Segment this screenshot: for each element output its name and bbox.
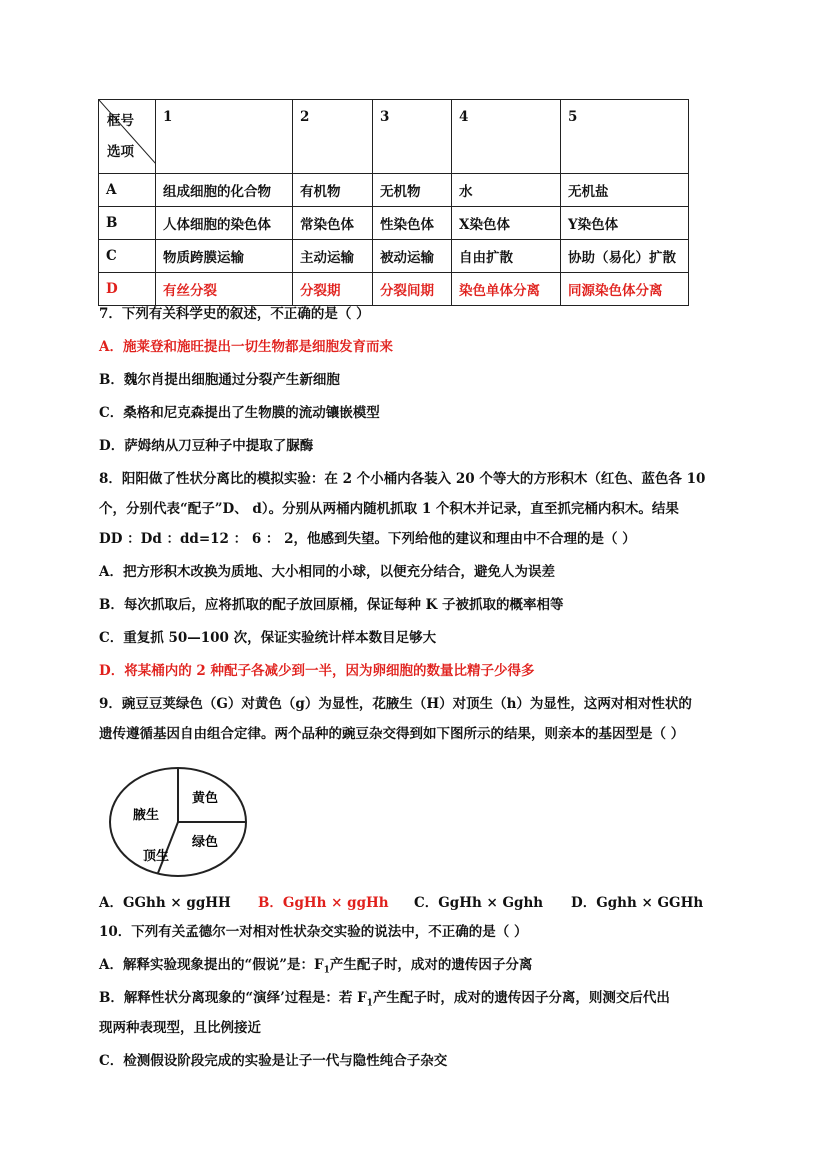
table-cell: 常染色体	[293, 207, 373, 240]
q8-stem-line3: DD ：Dd ：dd=12 ： 6 ： 2，他感到失望。下列给他的建议和理由中不合理的是（ ）	[99, 531, 636, 547]
pie-label-axil: 腋生	[133, 808, 160, 823]
q10-b-text-rest: 产生配子时，成对的遗传因子分离，则测交后代出	[372, 990, 670, 1006]
q8-option-c: C．重复抓 50—100 次，保证实验统计样本数目足够大	[99, 630, 437, 646]
table-cell: 物质跨膜运输	[156, 240, 293, 273]
table-header-row	[99, 100, 689, 174]
header-cell: 1	[156, 100, 293, 174]
q8-stem-line2: 个，分别代表“配子”D、 d）。分别从两桶内随机抓取 1 个积木并记录，直至抓完桶内积木。结果	[99, 501, 679, 517]
q9-option-c: C．GgHh × Gghh	[414, 895, 544, 911]
q10-b-subscript: 1	[366, 998, 373, 1009]
q8-option-a: A．把方形积木改换为质地、大小相同的小球，以便充分结合，避免人为误差	[99, 564, 555, 580]
table-cell: 主动运输	[293, 240, 373, 273]
q8-stem-line1: 8．阳阳做了性状分离比的模拟实验：在 2 个小桶内各装入 20 个等大的方形积木（红色、蓝色各 10	[99, 471, 706, 487]
table-cell: 有丝分裂	[156, 273, 293, 306]
q7-option-b: B．魏尔肖提出细胞通过分裂产生新细胞	[99, 372, 340, 388]
table-cell: X染色体	[452, 207, 561, 240]
pie-label-terminal: 顶生	[143, 849, 170, 864]
row-key: A	[99, 174, 156, 207]
table-corner-cell	[99, 100, 156, 174]
header-cell: 2	[293, 100, 373, 174]
header-cell: 4	[452, 100, 561, 174]
table-row	[99, 207, 689, 240]
table-cell: 水	[452, 174, 561, 207]
q10-option-a	[99, 956, 532, 980]
row-key: C	[99, 240, 156, 273]
table-cell: 无机物	[373, 174, 452, 207]
corner-label-bottom: 选项	[107, 144, 134, 160]
table-cell: 协助（易化）扩散	[561, 240, 689, 273]
q7-stem: 7．下列有关科学史的叙述，不正确的是（ ）	[99, 306, 370, 322]
q10-a-text: A．解释实验现象提出的“假说”是：F	[99, 957, 324, 973]
pie-diagram	[106, 764, 250, 880]
table-row-answer	[99, 273, 689, 306]
table-cell: 分裂期	[293, 273, 373, 306]
q9-stem-line2: 遗传遵循基因自由组合定律。两个品种的豌豆杂交得到如下图所示的结果，则亲本的基因型是（ ）	[99, 726, 685, 742]
q9-option-d: D．Gghh × GGHh	[571, 895, 704, 911]
table-cell: 无机盐	[561, 174, 689, 207]
q10-option-c: C．检测假设阶段完成的实验是让子一代与隐性纯合子杂交	[99, 1053, 448, 1069]
table-row	[99, 240, 689, 273]
table-cell: 性染色体	[373, 207, 452, 240]
q10-stem: 10．下列有关孟德尔一对相对性状杂交实验的说法中，不正确的是（ ）	[99, 924, 528, 940]
header-cell: 5	[561, 100, 689, 174]
table-row	[99, 174, 689, 207]
row-key: D	[99, 273, 156, 306]
pie-divider-lower	[158, 822, 178, 873]
table-cell: 染色单体分离	[452, 273, 561, 306]
pie-label-green: 绿色	[192, 835, 219, 850]
header-cell: 3	[373, 100, 452, 174]
table-cell: 被动运输	[373, 240, 452, 273]
q10-a-subscript: 1	[323, 965, 330, 976]
q10-a-text-rest: 产生配子时，成对的遗传因子分离	[329, 957, 533, 973]
q10-option-b-line2: 现两种表现型，且比例接近	[99, 1020, 261, 1036]
q10-option-b	[99, 989, 670, 1013]
q9-stem-line1: 9．豌豆豆荚绿色（G）对黄色（g）为显性，花腋生（H）对顶生（h）为显性，这两对相对性状的	[99, 696, 692, 712]
table-cell: 有机物	[293, 174, 373, 207]
table-cell: 分裂间期	[373, 273, 452, 306]
q7-option-c: C．桑格和尼克森提出了生物膜的流动镶嵌模型	[99, 405, 380, 421]
table-cell: 组成细胞的化合物	[156, 174, 293, 207]
q8-option-d: D．将某桶内的 2 种配子各减少到一半，因为卵细胞的数量比精子少得多	[99, 663, 535, 679]
table-cell: 同源染色体分离	[561, 273, 689, 306]
q10-b-text: B．解释性状分离现象的“演绎’过程是：若 F	[99, 990, 367, 1006]
table-cell: 自由扩散	[452, 240, 561, 273]
corner-label-top: 框号	[107, 113, 134, 129]
row-key: B	[99, 207, 156, 240]
pie-label-yellow: 黄色	[192, 791, 219, 806]
q9-option-b: B．GgHh × ggHh	[258, 895, 389, 911]
q8-option-b: B．每次抓取后，应将抓取的配子放回原桶，保证每种 K 子被抓取的概率相等	[99, 597, 564, 613]
q7-option-d: D．萨姆纳从刀豆种子中提取了脲酶	[99, 438, 314, 454]
table-cell: Y染色体	[561, 207, 689, 240]
q9-option-a: A．GGhh × ggHH	[99, 895, 231, 911]
concept-table	[98, 99, 689, 306]
table-cell: 人体细胞的染色体	[156, 207, 293, 240]
q7-option-a: A．施莱登和施旺提出一切生物都是细胞发育而来	[99, 339, 393, 355]
